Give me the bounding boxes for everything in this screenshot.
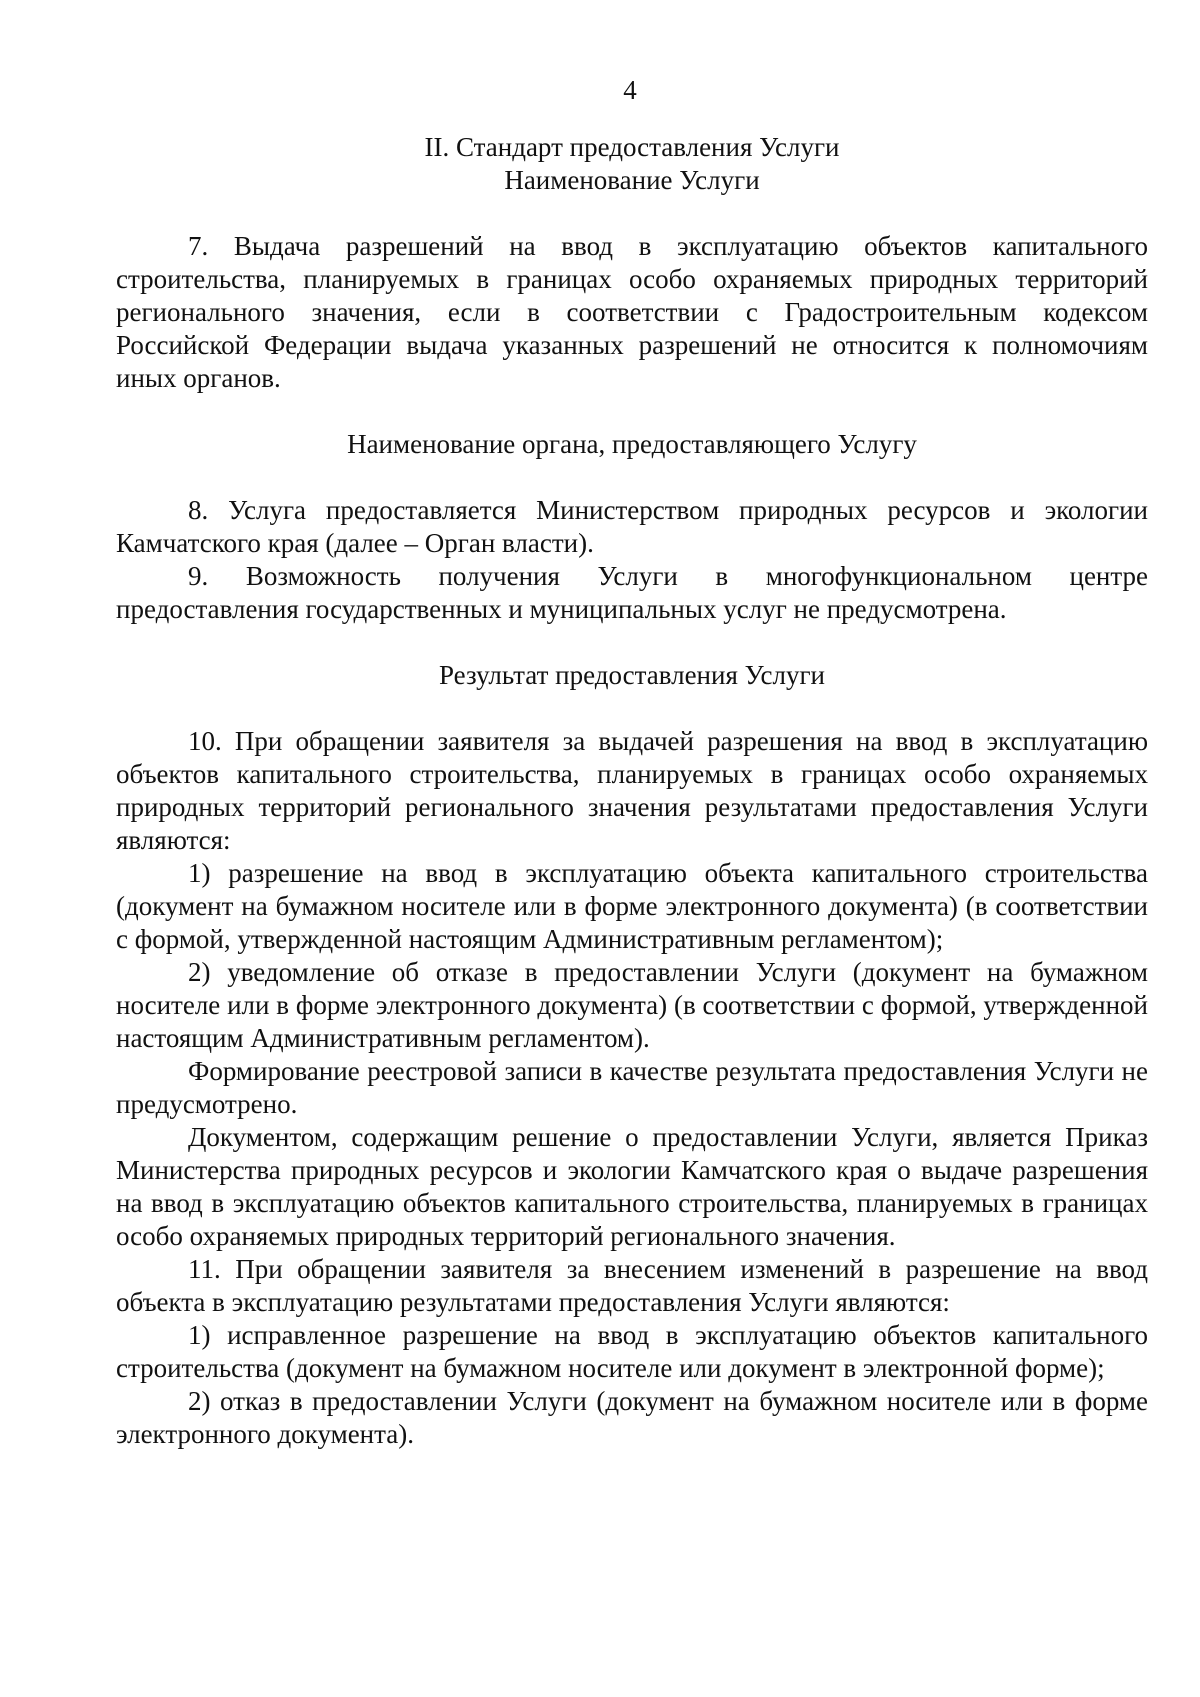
paragraph-7: 7. Выдача разрешений на ввод в эксплуатацию объектов капитального строительства, планируемых в границах особо охраняемых природных территорий регионального значения, если в соответствии с Градостроительным кодексом Российской Федерации выдача указанных разрешений не относится к полномочиям иных органов. xyxy=(116,231,1148,393)
section-heading xyxy=(116,131,1148,197)
section-title: II. Стандарт предоставления Услуги xyxy=(424,132,840,162)
paragraph-registry: Формирование реестровой записи в качестве результата предоставления Услуги не предусмотрено. xyxy=(116,1056,1148,1119)
paragraph-10-item-2: 2) уведомление об отказе в предоставлении Услуги (документ на бумажном носителе или в форме электронного документа) (в соответствии с формой, утвержденной настоящим Административным регламентом). xyxy=(116,957,1148,1053)
heading-service-name: Наименование Услуги xyxy=(504,165,760,195)
heading-authority: Наименование органа, предоставляющего Услугу xyxy=(347,429,917,459)
paragraph-10-item-1: 1) разрешение на ввод в эксплуатацию объекта капитального строительства (документ на бумажном носителе или в форме электронного документа) (в соответствии с формой, утвержденной настоящим Административным регламентом); xyxy=(116,858,1148,954)
paragraph-11-item-1: 1) исправленное разрешение на ввод в эксплуатацию объектов капитального строительства (документ на бумажном носителе или документ в электронной форме); xyxy=(116,1320,1148,1383)
paragraph-11: 11. При обращении заявителя за внесением изменений в разрешение на ввод объекта в эксплуатацию результатами предоставления Услуги являются: xyxy=(116,1254,1148,1317)
paragraph-8: 8. Услуга предоставляется Министерством природных ресурсов и экологии Камчатского края (далее – Орган власти). xyxy=(116,495,1148,558)
document-body xyxy=(116,131,1148,1451)
page-number: 4 xyxy=(623,75,637,105)
heading-result: Результат предоставления Услуги xyxy=(439,660,825,690)
paragraph-decision-document: Документом, содержащим решение о предоставлении Услуги, является Приказ Министерства природных ресурсов и экологии Камчатского края о выдаче разрешения на ввод в эксплуатацию объектов капитального строительства, планируемых в границах особо охраняемых природных территорий регионального значения. xyxy=(116,1122,1148,1251)
paragraph-10: 10. При обращении заявителя за выдачей разрешения на ввод в эксплуатацию объектов капитального строительства, планируемых в границах особо охраняемых природных территорий регионального значения результатами предоставления Услуги являются: xyxy=(116,726,1148,855)
paragraph-11-item-2: 2) отказ в предоставлении Услуги (документ на бумажном носителе или в форме электронного документа). xyxy=(116,1386,1148,1449)
paragraph-9: 9. Возможность получения Услуги в многофункциональном центре предоставления государственных и муниципальных услуг не предусмотрена. xyxy=(116,561,1148,624)
